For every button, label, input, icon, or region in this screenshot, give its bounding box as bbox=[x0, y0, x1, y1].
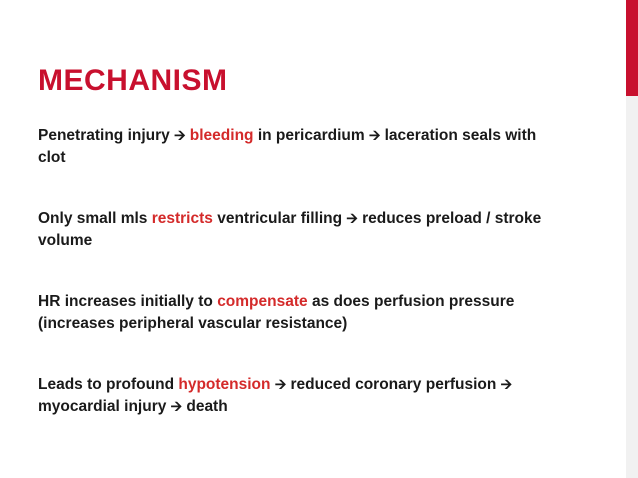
slide-title: MECHANISM bbox=[38, 64, 228, 97]
text: as does perfusion pressure (increases peripheral vascular resistance) bbox=[38, 293, 515, 332]
highlight-restricts: restricts bbox=[151, 210, 213, 227]
arrow-right-icon: 🡪 bbox=[170, 399, 183, 415]
text: reduces preload / stroke volume bbox=[38, 210, 542, 249]
arrow-right-icon: 🡪 bbox=[368, 128, 381, 144]
highlight-compensate: compensate bbox=[217, 293, 308, 310]
arrow-right-icon: 🡪 bbox=[346, 211, 358, 227]
text: in pericardium bbox=[253, 127, 369, 144]
arrow-right-icon: 🡪 bbox=[174, 128, 186, 144]
arrow-right-icon: 🡪 bbox=[274, 377, 287, 393]
highlight-hypotension: hypotension bbox=[178, 376, 271, 393]
text: reduced coronary perfusion bbox=[286, 376, 501, 393]
text: HR increases initially to bbox=[38, 293, 218, 310]
paragraph-1 bbox=[38, 125, 558, 169]
paragraph-3 bbox=[38, 291, 558, 335]
paragraph-2 bbox=[38, 208, 558, 252]
text: Penetrating injury bbox=[38, 127, 175, 144]
text: Leads to profound bbox=[38, 376, 179, 393]
paragraph-4 bbox=[38, 374, 558, 418]
text: myocardial injury bbox=[38, 398, 171, 415]
arrow-right-icon: 🡪 bbox=[500, 377, 513, 393]
text: death bbox=[182, 398, 228, 415]
highlight-bleeding: bleeding bbox=[189, 127, 254, 144]
text: ventricular filling bbox=[212, 210, 347, 227]
side-accent-bar bbox=[626, 0, 638, 96]
text: Only small mls bbox=[38, 210, 152, 227]
text: laceration seals with clot bbox=[38, 127, 537, 166]
